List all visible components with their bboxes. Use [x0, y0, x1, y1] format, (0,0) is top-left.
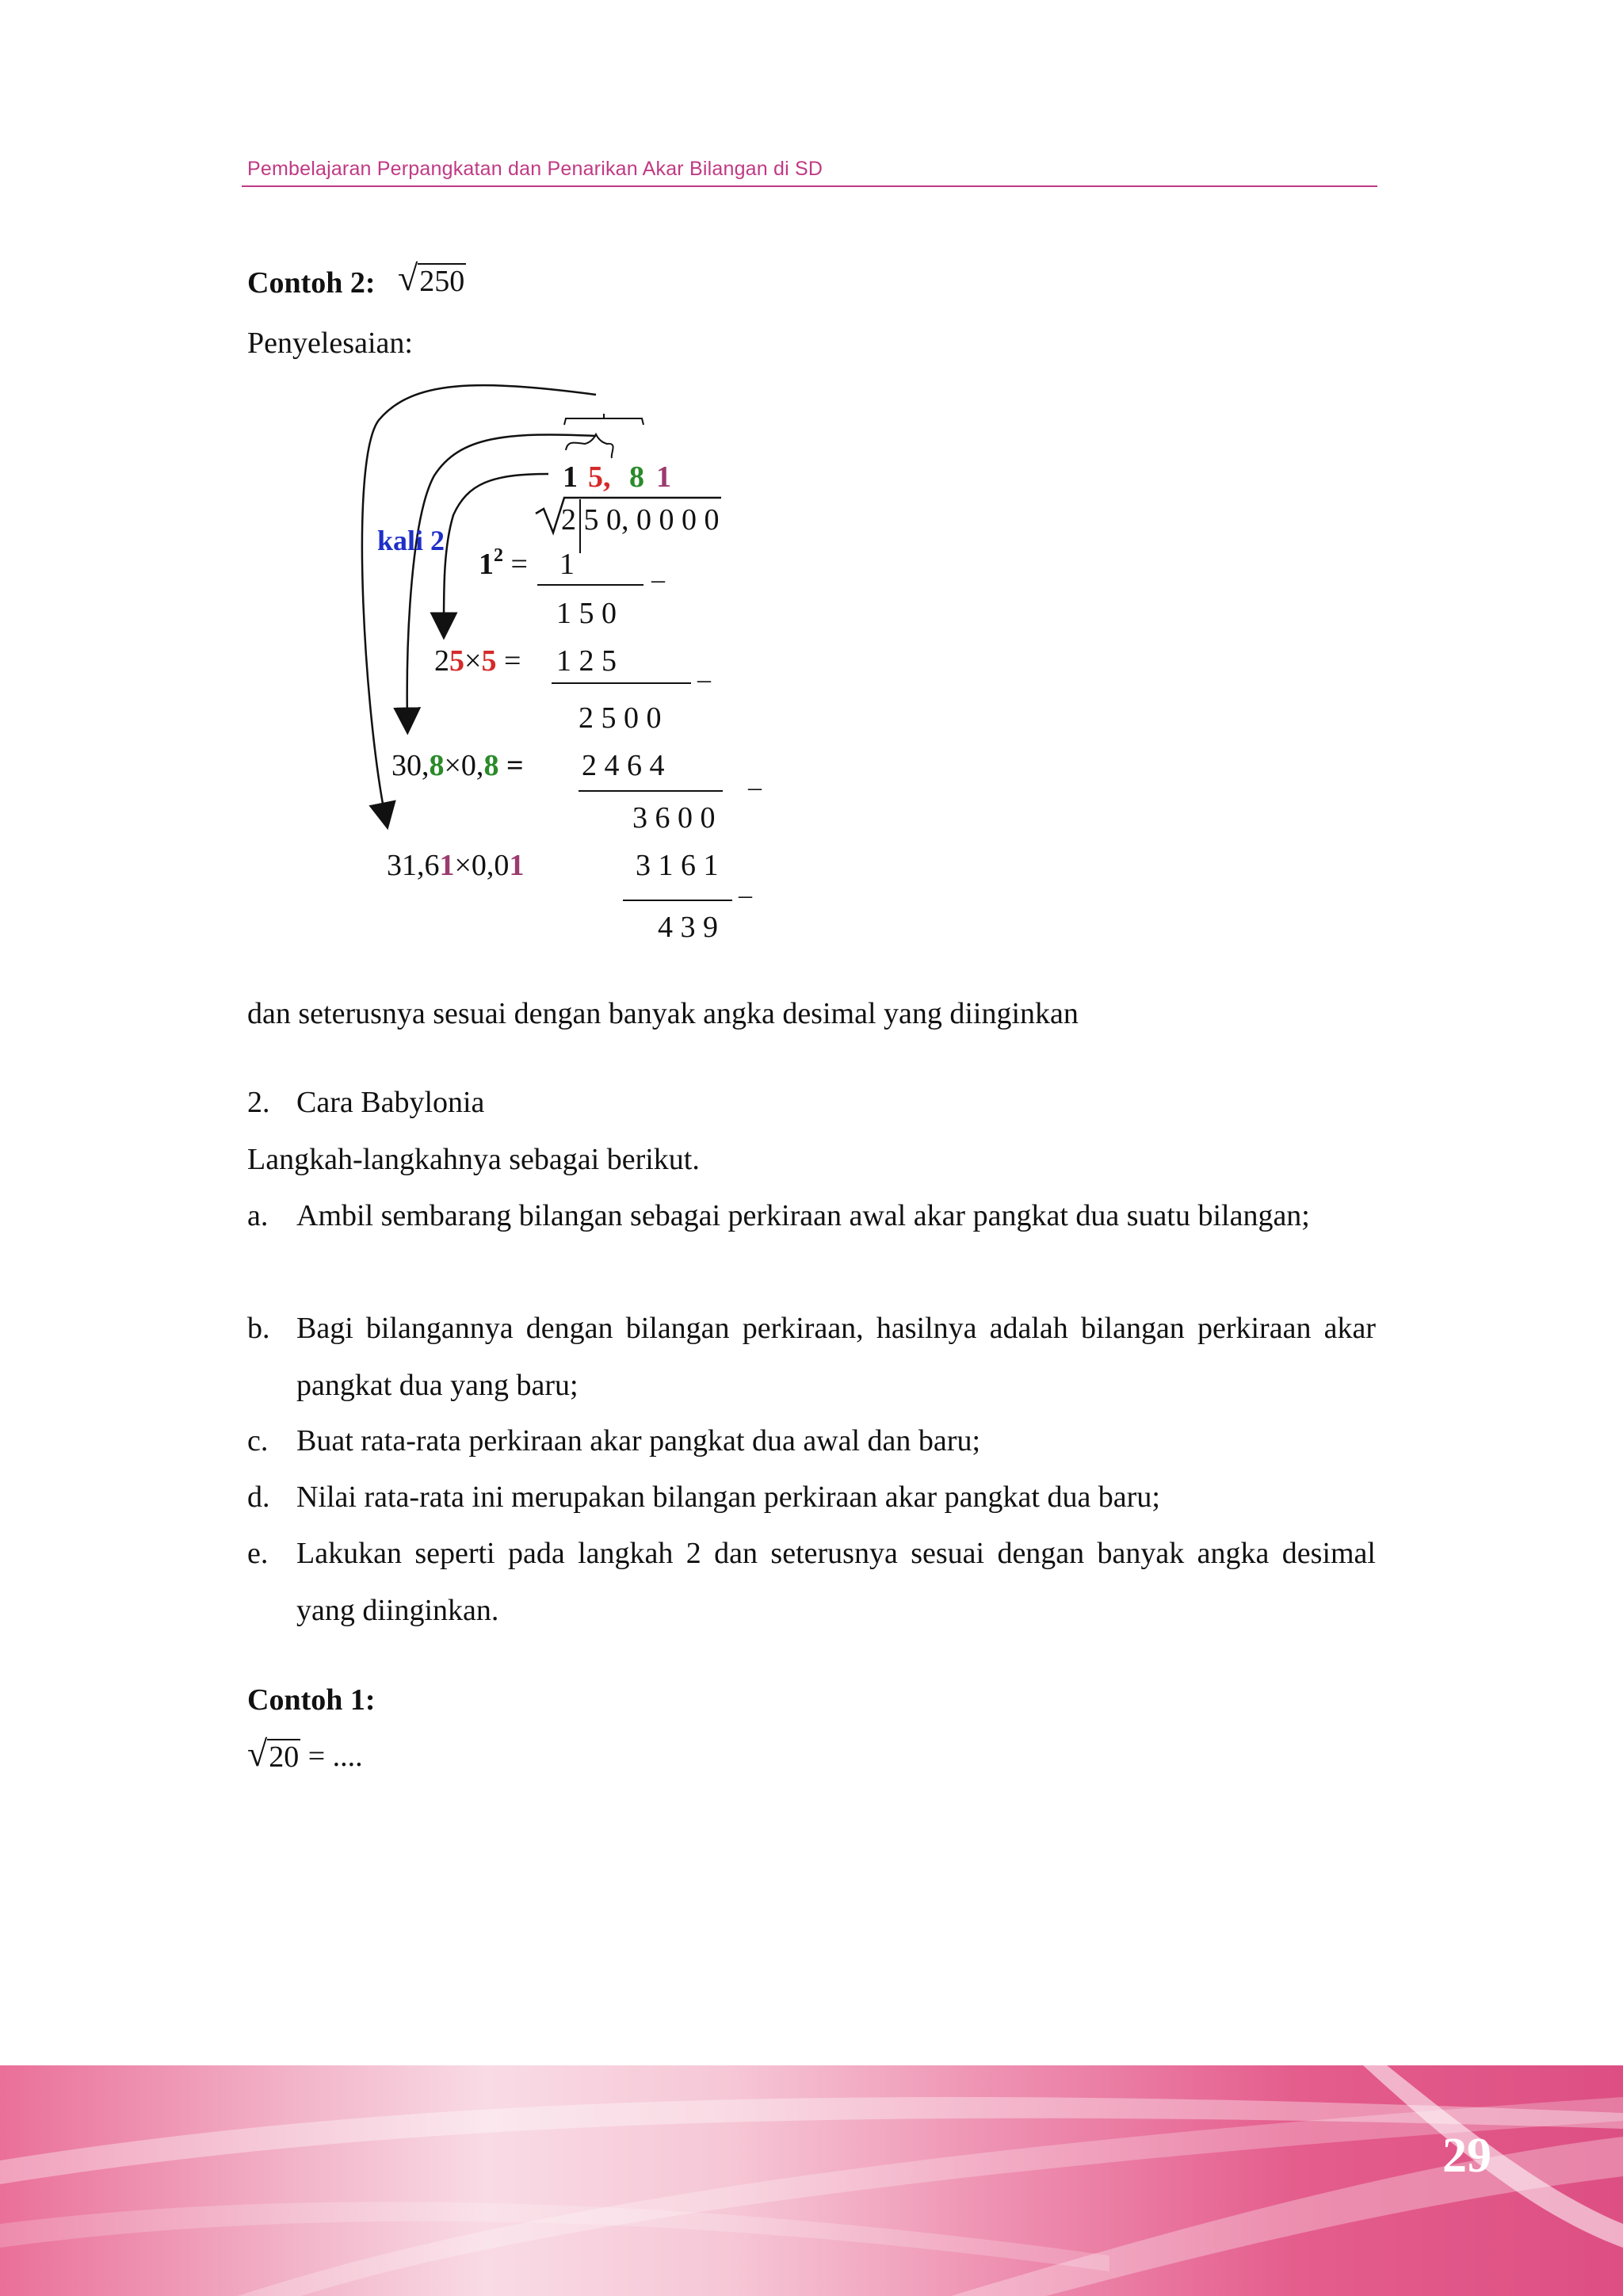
step-text: Buat rata-rata perkiraan akar pangkat dua awal dan baru;: [296, 1424, 980, 1457]
step-d: [247, 1469, 1376, 1526]
method2-number: 2.: [247, 1086, 270, 1119]
step-b: [247, 1300, 1376, 1414]
page-number: 29: [1442, 2129, 1491, 2183]
curved-arrow-outer: [362, 385, 596, 816]
continuation-text: dan seterusnya sesuai dengan banyak angka desimal yang diinginkan: [247, 997, 1079, 1030]
result-digit-1: 1: [563, 460, 578, 494]
row1-remainder: 1 5 0: [556, 597, 617, 630]
row2-minus: –: [697, 665, 711, 694]
example1-radicand: 20: [269, 1740, 300, 1774]
row3-left: 30,8×0,8 =: [391, 749, 524, 782]
result-digit-1b: 1: [656, 460, 671, 494]
radical-sign-icon: √: [398, 258, 418, 298]
example2-label: Contoh 2:: [247, 266, 376, 300]
curved-arrow-middle: [407, 434, 596, 721]
example2-sqrt: [398, 260, 466, 296]
row3-remainder: 3 6 0 0: [632, 801, 716, 835]
step-e: [247, 1525, 1376, 1639]
kali-2-label: kali 2: [377, 525, 445, 556]
step-label: a.: [247, 1199, 269, 1232]
step-label: b.: [247, 1312, 270, 1345]
row2-left: 25×5 =: [434, 644, 521, 678]
step-a: [247, 1187, 1376, 1244]
example1-label: Contoh 1:: [247, 1683, 376, 1717]
example2-radicand: 250: [419, 265, 465, 298]
row4-left: 31,61×0,01: [387, 849, 525, 882]
row4-minus: –: [739, 881, 752, 910]
example1-tail: = ....: [300, 1740, 363, 1773]
curved-arrow-inner: [444, 474, 548, 626]
square-root-long-division-diagram: [0, 0, 1623, 1030]
step-text: Ambil sembarang bilangan sebagai perkiraan awal akar pangkat dua suatu bilangan;: [296, 1199, 1310, 1232]
result-digit-8: 8: [629, 460, 644, 494]
step-label: e.: [247, 1537, 269, 1570]
method2-intro: Langkah-langkahnya sebagai berikut.: [247, 1143, 700, 1176]
row2-subtrahend: 1 2 5: [556, 644, 617, 678]
dividend: 2 5 0, 0 0 0 0: [561, 503, 720, 537]
example1-expression: [247, 1733, 363, 1774]
footer-swoosh-decoration: [0, 2065, 1623, 2296]
row1-left: $1^2$ =: [479, 545, 528, 581]
row4-subtrahend: 3 1 6 1: [636, 849, 719, 882]
result-digit-5: 5,: [588, 460, 611, 494]
radical-sign-icon: [536, 498, 721, 533]
row1-subtrahend: 1: [559, 548, 575, 581]
step-label: d.: [247, 1480, 270, 1514]
row3-minus: –: [748, 773, 762, 802]
footer-band: [0, 2065, 1623, 2296]
row1-minus: –: [651, 565, 665, 594]
step-text: Nilai rata-rata ini merupakan bilangan perkiraan akar pangkat dua baru;: [296, 1480, 1160, 1514]
method2-title: Cara Babylonia: [296, 1086, 485, 1119]
brace-outer: [564, 414, 643, 425]
step-text: Bagi bilangannya dengan bilangan perkiraan, hasilnya adalah bilangan perkiraan akar pangkat dua yang baru;: [296, 1312, 1376, 1402]
brace-inner: [566, 434, 613, 458]
row3-subtrahend: 2 4 6 4: [582, 749, 665, 782]
step-text: Lakukan seperti pada langkah 2 dan seterusnya sesuai dengan banyak angka desimal yang diinginkan.: [296, 1537, 1376, 1627]
header-rule: [242, 185, 1377, 187]
step-label: c.: [247, 1424, 269, 1457]
solution-label: Penyelesaian:: [247, 327, 413, 360]
radical-sign-icon: √: [247, 1733, 268, 1774]
running-header: Pembelajaran Perpangkatan dan Penarikan Akar Bilangan di SD: [247, 158, 823, 180]
row2-remainder: 2 5 0 0: [579, 701, 662, 735]
row4-remainder: 4 3 9: [658, 911, 718, 944]
step-c: [247, 1412, 1376, 1469]
